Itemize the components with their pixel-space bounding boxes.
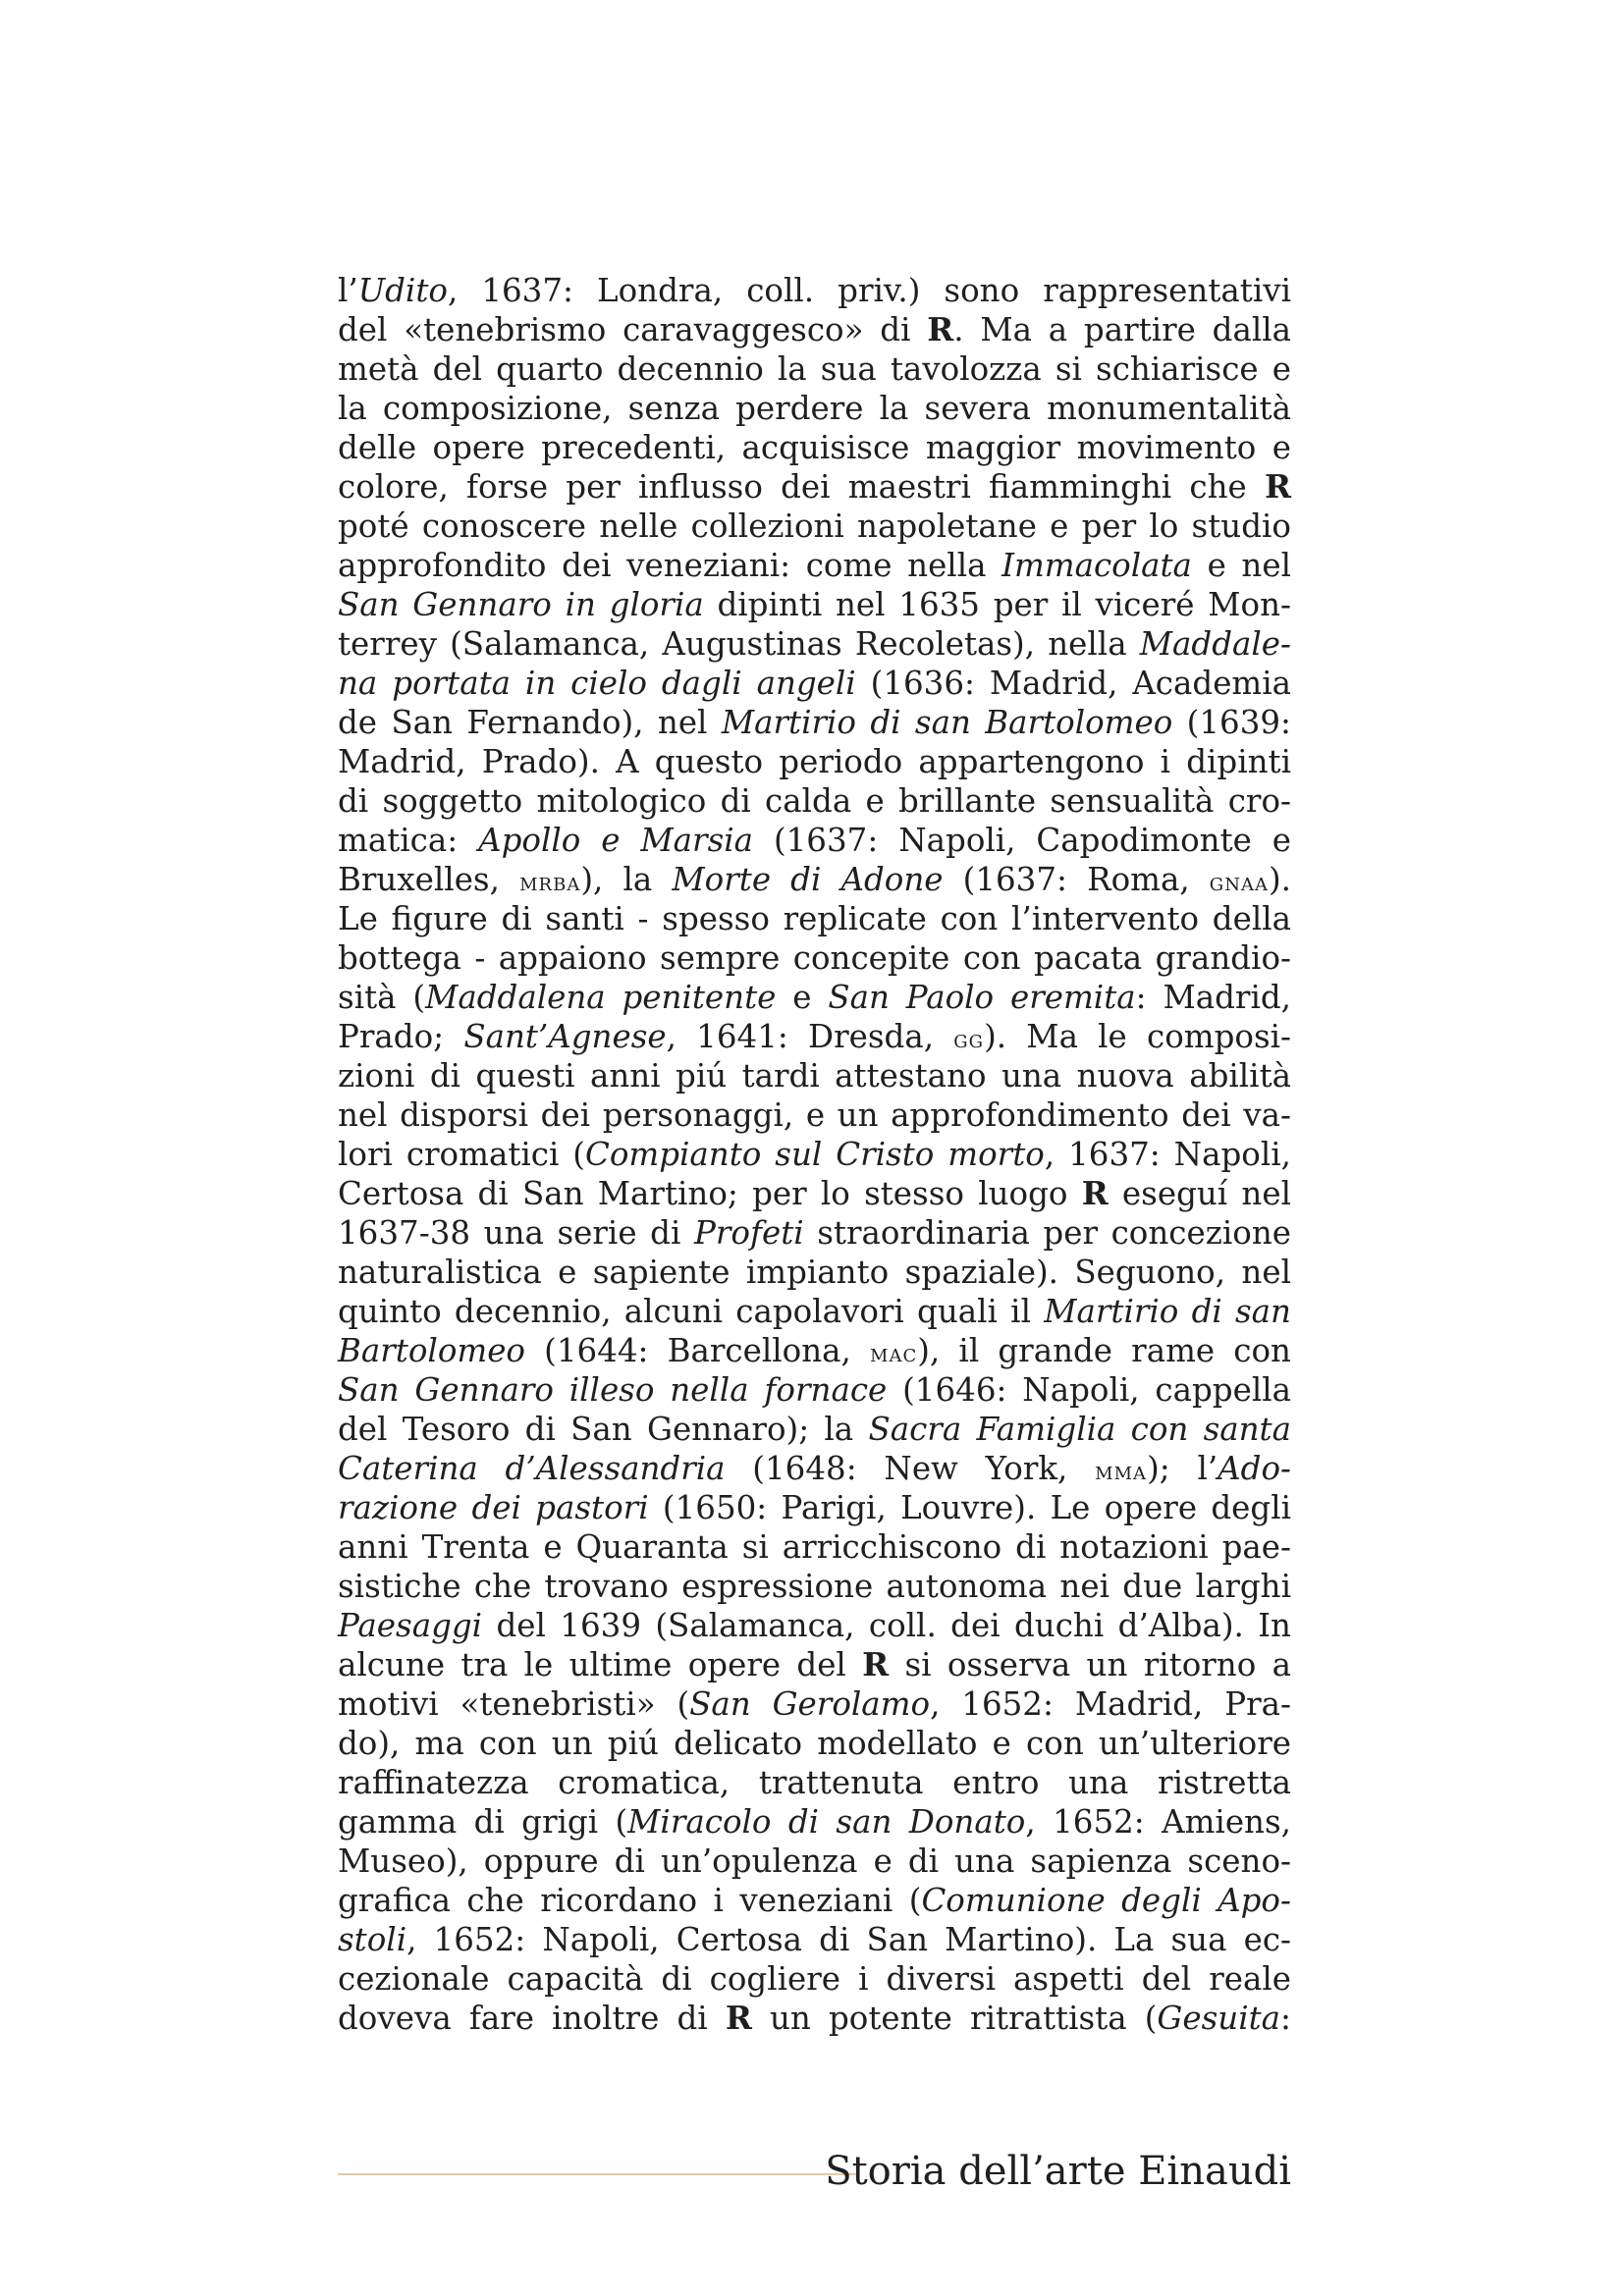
- text-segment: ).: [1268, 861, 1291, 898]
- text-line: [338, 1724, 1291, 1763]
- text-line: [338, 1763, 1291, 1802]
- text-line: [338, 1292, 1291, 1331]
- text-line: [338, 389, 1291, 428]
- text-segment: , 1652: Napoli, Certosa di San Martino). La sua ec-: [406, 1921, 1291, 1958]
- text-segment: motivi «tenebristi» (: [338, 1685, 690, 1723]
- text-segment: ), il grande rame con: [917, 1332, 1291, 1369]
- text-segment: ), la: [580, 861, 673, 898]
- text-segment: matica:: [338, 822, 479, 859]
- text-segment: , 1641: Dresda,: [666, 1018, 954, 1055]
- bold-abbrev: R: [725, 1999, 752, 2037]
- text-segment: del 1639 (Salamanca, coll. dei duchi d’Alba). In: [482, 1607, 1291, 1644]
- footer-rule: [338, 2173, 858, 2175]
- text-segment: nel disporsi dei personaggi, e un approfondimento dei va-: [338, 1096, 1291, 1134]
- text-line: [338, 1331, 1291, 1370]
- text-line: [338, 1174, 1291, 1213]
- museum-acronym: gg: [953, 1024, 985, 1053]
- text-segment: (1637: Napoli, Capodimonte e: [753, 822, 1292, 859]
- text-segment: dipinti nel 1635 per il viceré Mon-: [703, 586, 1291, 623]
- text-line: [338, 271, 1291, 310]
- text-segment: gamma di grigi (: [338, 1803, 628, 1841]
- italic-title: Martirio di san: [1044, 1293, 1291, 1330]
- text-segment: sità (: [338, 979, 426, 1016]
- text-line: [338, 1606, 1291, 1645]
- text-segment: anni Trenta e Quaranta si arricchiscono di notazioni pae-: [338, 1528, 1291, 1566]
- italic-title: Ado-: [1217, 1450, 1291, 1487]
- text-segment: ). Ma le composi-: [984, 1018, 1292, 1055]
- text-line: [338, 1645, 1291, 1684]
- italic-title: Udito: [357, 272, 448, 309]
- text-segment: do), ma con un piú delicato modellato e con un’ulteriore: [338, 1725, 1291, 1762]
- italic-title: razione dei pastori: [338, 1489, 649, 1526]
- text-line: [338, 899, 1291, 938]
- italic-title: Profeti: [693, 1214, 804, 1252]
- text-line: [338, 1881, 1291, 1920]
- text-segment: (1646: Napoli, cappella: [887, 1371, 1291, 1409]
- text-line: [338, 1999, 1291, 2038]
- museum-acronym: mrba: [519, 867, 581, 896]
- text-line: [338, 1527, 1291, 1567]
- text-line: [338, 742, 1291, 781]
- italic-title: Immacolata: [1001, 547, 1192, 584]
- text-line: [338, 1959, 1291, 1999]
- text-line: [338, 703, 1291, 742]
- text-line: [338, 860, 1291, 899]
- text-line: [338, 1253, 1291, 1292]
- text-segment: , 1652: Amiens,: [1025, 1803, 1291, 1841]
- text-segment: :: [1280, 2000, 1291, 2037]
- text-line: [338, 1370, 1291, 1410]
- text-line: [338, 1842, 1291, 1881]
- text-segment: Le figure di santi - spesso replicate con l’intervento della: [338, 900, 1291, 937]
- museum-acronym: mma: [1095, 1456, 1148, 1485]
- text-segment: , 1637: Londra, coll. priv.) sono rappresentativi: [447, 272, 1291, 309]
- text-segment: (1636: Madrid, Academia: [855, 665, 1292, 702]
- text-line: [338, 1410, 1291, 1449]
- text-line: [338, 624, 1291, 664]
- text-segment: (1648: New York,: [725, 1450, 1096, 1487]
- text-line: [338, 585, 1291, 624]
- text-segment: (1639:: [1172, 704, 1291, 741]
- text-segment: Museo), oppure di un’opulenza e di una sapienza sceno-: [338, 1842, 1291, 1880]
- text-segment: l’: [338, 272, 358, 309]
- text-segment: e: [776, 979, 829, 1016]
- italic-title: Martirio di san Bartolomeo: [721, 704, 1173, 741]
- bold-abbrev: R: [862, 1645, 890, 1683]
- text-line: [338, 1056, 1291, 1095]
- text-segment: de San Fernando), nel: [338, 704, 722, 741]
- text-line: [338, 507, 1291, 546]
- text-segment: : Madrid,: [1135, 979, 1291, 1016]
- text-segment: (1637: Roma,: [943, 861, 1210, 898]
- text-segment: approfondito dei veneziani: come nella: [338, 547, 1002, 584]
- text-segment: sistiche che trovano espressione autonoma nei due larghi: [338, 1568, 1291, 1605]
- text-line: [338, 1488, 1291, 1527]
- text-line: [338, 546, 1291, 585]
- text-segment: del «tenebrismo caravaggesco» di: [338, 311, 928, 348]
- text-segment: Madrid, Prado). A questo periodo appartengono i dipinti: [338, 743, 1291, 780]
- text-segment: straordinaria per concezione: [803, 1214, 1291, 1252]
- footer-title: Storia dell’arte Einaudi: [825, 2149, 1291, 2194]
- text-segment: terrey (Salamanca, Augustinas Recoletas), nella: [338, 625, 1140, 663]
- italic-title: Morte di Adone: [672, 861, 944, 898]
- italic-title: San Gerolamo: [689, 1685, 931, 1723]
- text-line: [338, 938, 1291, 978]
- museum-acronym: mac: [870, 1338, 918, 1367]
- text-segment: cezionale capacità di cogliere i diversi aspetti del reale: [338, 1960, 1291, 1998]
- text-line: [338, 428, 1291, 467]
- italic-title: Maddalena penitente: [425, 979, 777, 1016]
- text-segment: poté conoscere nelle collezioni napoletane e per lo studio: [338, 507, 1291, 545]
- text-line: [338, 1135, 1291, 1174]
- text-segment: colore, forse per influsso dei maestri fiamminghi che: [338, 468, 1265, 506]
- text-line: [338, 1920, 1291, 1959]
- text-segment: la composizione, senza perdere la severa monumentalità: [338, 390, 1291, 427]
- text-line: [338, 781, 1291, 821]
- italic-title: Caterina d’Alessandria: [338, 1450, 726, 1487]
- italic-title: Gesuita: [1157, 2000, 1281, 2037]
- bold-abbrev: R: [927, 310, 954, 348]
- text-line: [338, 349, 1291, 389]
- text-segment: lori cromatici (: [338, 1136, 585, 1173]
- museum-acronym: gnaa: [1209, 867, 1269, 896]
- text-segment: un potente ritrattista (: [751, 2000, 1158, 2037]
- text-segment: (1650: Parigi, Louvre). Le opere degli: [648, 1489, 1292, 1526]
- italic-title: stoli: [338, 1921, 407, 1958]
- text-line: [338, 664, 1291, 703]
- text-segment: doveva fare inoltre di: [338, 2000, 726, 2037]
- text-line: [338, 1213, 1291, 1253]
- text-line: [338, 821, 1291, 860]
- text-segment: . Ma a partire dalla: [953, 311, 1291, 348]
- italic-title: San Gennaro in gloria: [338, 586, 704, 623]
- text-segment: di soggetto mitologico di calda e brillante sensualità cro-: [338, 782, 1291, 820]
- text-segment: eseguí nel: [1108, 1175, 1291, 1212]
- italic-title: Comunione degli Apo-: [921, 1882, 1291, 1919]
- text-line: [338, 1684, 1291, 1724]
- text-line: [338, 1567, 1291, 1606]
- text-line: [338, 1095, 1291, 1135]
- text-segment: naturalistica e sapiente impianto spaziale). Seguono, nel: [338, 1254, 1291, 1291]
- italic-title: Compianto sul Cristo morto: [584, 1136, 1045, 1173]
- text-segment: Certosa di San Martino; per lo stesso luogo: [338, 1175, 1082, 1212]
- text-segment: , 1637: Napoli,: [1044, 1136, 1291, 1173]
- text-line: [338, 1449, 1291, 1488]
- text-segment: Bruxelles,: [338, 861, 520, 898]
- text-segment: quinto decennio, alcuni capolavori quali il: [338, 1293, 1045, 1330]
- bold-abbrev: R: [1081, 1174, 1109, 1212]
- bold-abbrev: R: [1264, 467, 1291, 506]
- italic-title: na portata in cielo dagli angeli: [338, 665, 856, 702]
- text-segment: grafica che ricordano i veneziani (: [338, 1882, 922, 1919]
- text-segment: Prado;: [338, 1018, 464, 1055]
- italic-title: Sacra Famiglia con santa: [868, 1411, 1291, 1448]
- italic-title: Miracolo di san Donato: [627, 1803, 1026, 1841]
- text-segment: , 1652: Madrid, Pra-: [930, 1685, 1291, 1723]
- italic-title: Apollo e Marsia: [478, 822, 754, 859]
- text-segment: si osserva un ritorno a: [889, 1646, 1291, 1683]
- text-line: [338, 1802, 1291, 1842]
- text-segment: raffinatezza cromatica, trattenuta entro una ristretta: [338, 1764, 1291, 1801]
- italic-title: San Paolo eremita: [828, 979, 1136, 1016]
- text-segment: e nel: [1191, 547, 1291, 584]
- italic-title: San Gennaro illeso nella fornace: [338, 1371, 888, 1409]
- text-segment: alcune tra le ultime opere del: [338, 1646, 863, 1683]
- text-line: [338, 1017, 1291, 1056]
- text-segment: del Tesoro di San Gennaro); la: [338, 1411, 869, 1448]
- text-line: [338, 310, 1291, 349]
- text-segment: (1644: Barcellona,: [525, 1332, 871, 1369]
- text-line: [338, 978, 1291, 1017]
- text-segment: ); l’: [1147, 1450, 1218, 1487]
- italic-title: Paesaggi: [338, 1607, 483, 1644]
- text-segment: bottega - appaiono sempre concepite con pacata grandio-: [338, 939, 1291, 977]
- text-segment: 1637-38 una serie di: [338, 1214, 694, 1252]
- italic-title: Bartolomeo: [338, 1332, 526, 1369]
- body-text: [338, 271, 1291, 2038]
- text-line: [338, 467, 1291, 507]
- text-segment: delle opere precedenti, acquisisce maggior movimento e: [338, 429, 1291, 466]
- text-segment: zioni di questi anni piú tardi attestano una nuova abilità: [338, 1057, 1291, 1095]
- italic-title: Maddale-: [1139, 625, 1291, 663]
- italic-title: Sant’Agnese: [463, 1018, 667, 1055]
- text-segment: metà del quarto decennio la sua tavolozza si schiarisce e: [338, 350, 1291, 388]
